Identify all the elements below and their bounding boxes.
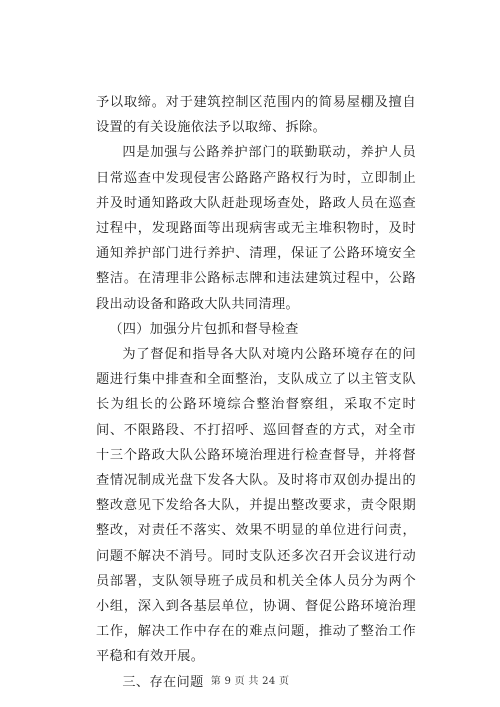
page-footer: 第 9 页 共 24 页 xyxy=(210,676,290,687)
document-body xyxy=(96,90,416,695)
section-heading-problems: 三、存在问题 xyxy=(122,674,204,690)
paragraph-coordination: 四是加强与公路养护部门的联勤联动，养护人员日常巡查中发现侵害公路路产路权行为时，立即制止并及时通知路政大队赶赴现场查处，路政人员在巡查过程中，发现路面等出现病害或无主堆积物时，及时通知养护部门进行养护、清理，保证了公路环境安全整洁。在清理非公路标志牌和违法建筑过程中，公路段出动设备和路政大队共同清理。 xyxy=(96,145,416,312)
paragraph-supervision: 为了督促和指导各大队对境内公路环境存在的问题进行集中排查和全面整治，支队成立了以主管支队长为组长的公路环境综合整治督察组，采取不定时间、不限路段、不打招呼、巡回督查的方式，对全市十三个路政大队公路环境治理进行检查督导，并将督查情况制成光盘下发各大队。及时将市双创办提出的整改意见下发给各大队，并提出整改要求，责令限期整改，对责任不落实、效果不明显的单位进行问责，问题不解决不消号。同时支队还多次召开会议进行动员部署，支队领导班子成员和机关全体人员分为两个小组，深入到各基层单位，协调、督促公路环境治理工作，解决工作中存在的难点问题，推动了整治工作平稳和有效开展。 xyxy=(96,347,416,665)
section-heading-supervision: （四）加强分片包抓和督导检查 xyxy=(109,321,299,337)
paragraph-demolition: 予以取缔。对于建筑控制区范围内的简易屋棚及擅自设置的有关设施依法予以取缔、拆除。 xyxy=(96,95,416,136)
